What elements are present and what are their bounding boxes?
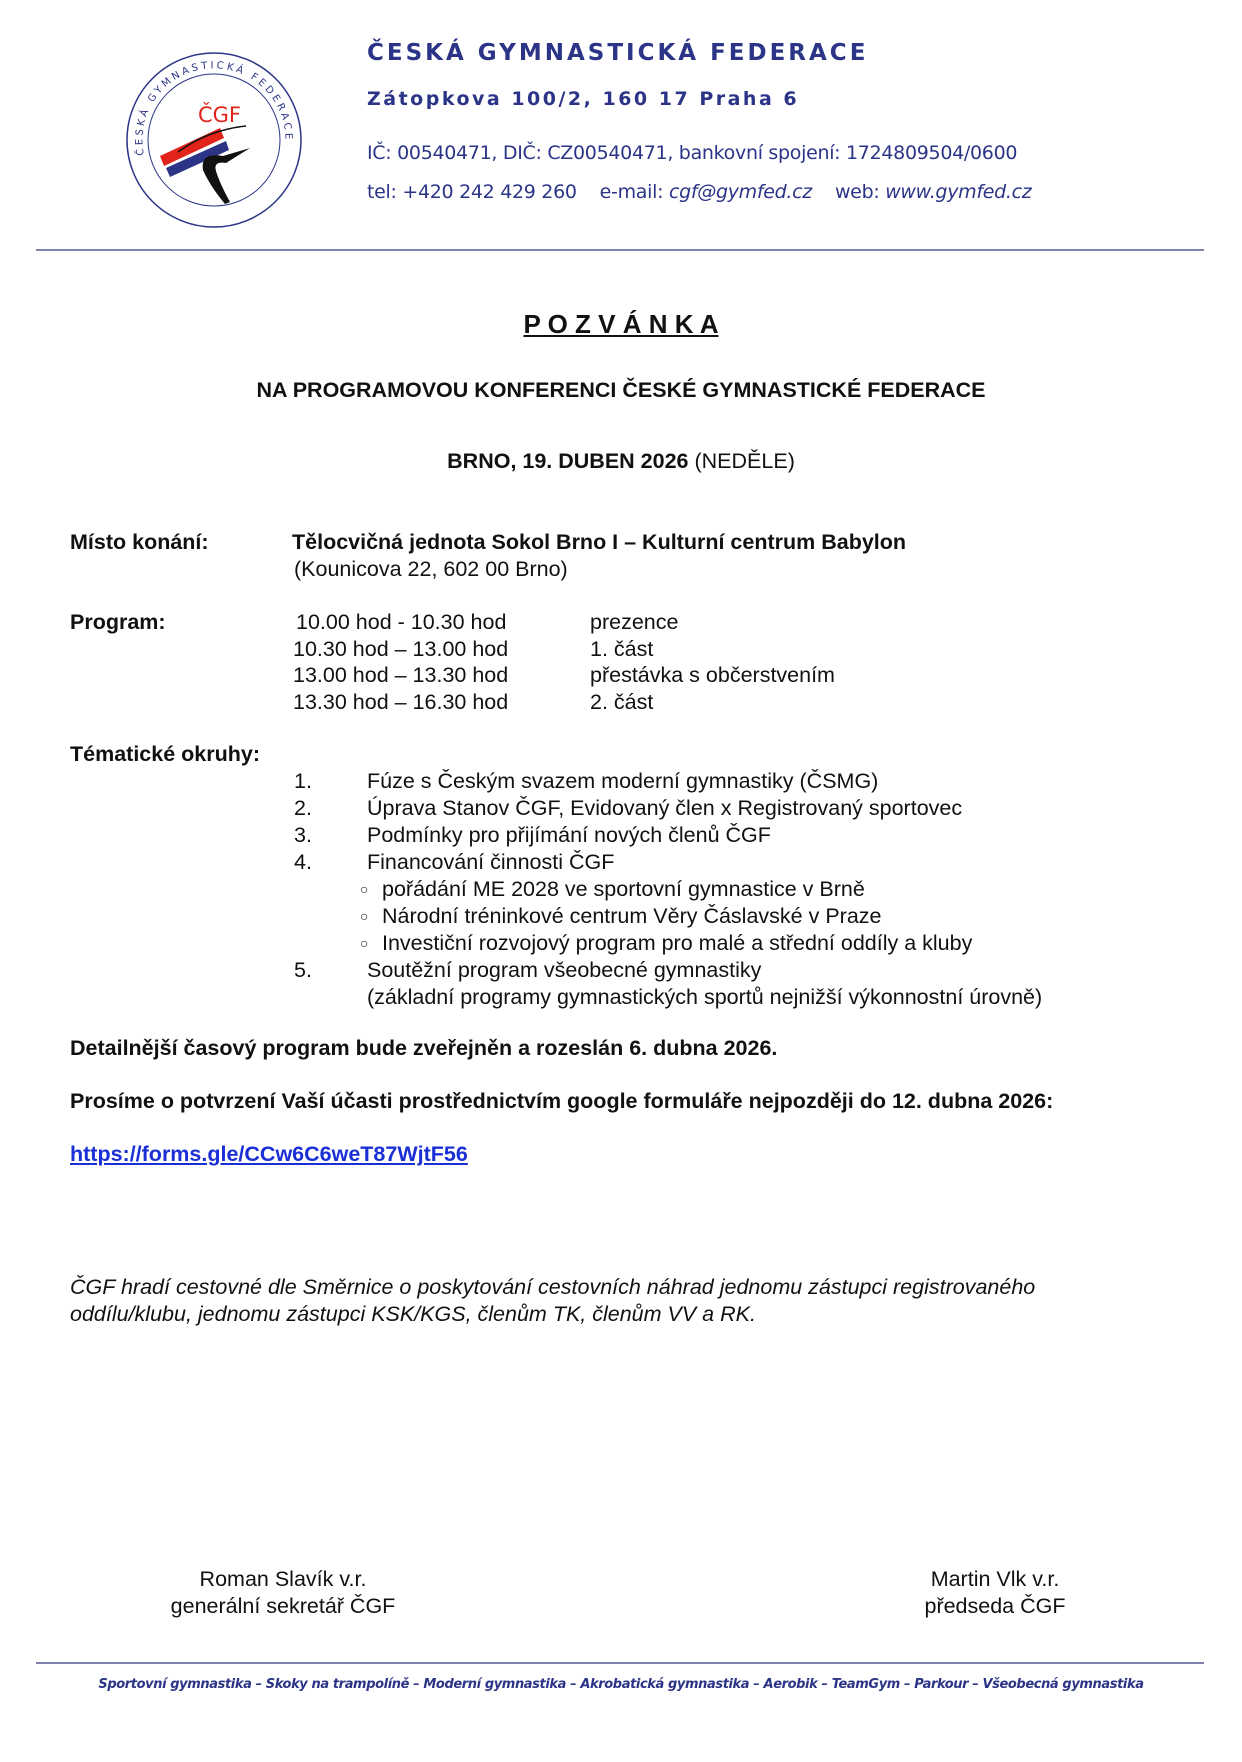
signature-name-1: Roman Slavík v.r. [199,1567,367,1591]
program-time: 13.00 hod – 13.30 hod [293,663,509,687]
sub-bullet-icon: ○ [360,908,369,924]
org-tel: tel: +420 242 429 260 [367,181,577,203]
program-item: přestávka s občerstvením [590,663,835,687]
venue-address: (Kounicova 22, 602 00 Brno) [294,557,568,581]
org-address: Zátopkova 100/2, 160 17 Praha 6 [367,88,800,110]
sub-bullet-icon: ○ [360,881,369,897]
page-subtitle: NA PROGRAMOVOU KONFERENCI ČESKÉ GYMNASTICKÉ FEDERACE [256,378,986,402]
topics-label: Tématické okruhy: [70,742,260,766]
email-link[interactable]: cgf@gymfed.cz [668,181,812,203]
svg-text:ČESKÁ GYMNASTICKÁ FEDERACE: ČESKÁ GYMNASTICKÁ FEDERACE [134,60,294,157]
topic-number: 1. [294,769,312,793]
topic-text: Úprava Stanov ČGF, Evidovaný člen x Registrovaný sportovec [367,796,963,820]
svg-text:ČGF: ČGF [198,103,242,127]
travel-note-line1: ČGF hradí cestovné dle Směrnice o poskytování cestovních náhrad jednomu zástupci registrovaného [70,1275,1036,1299]
topic-text: Financování činnosti ČGF [367,850,615,874]
program-time: 10.30 hod – 13.00 hod [293,636,509,661]
web-label: web: [834,181,880,203]
topic-number: 5. [294,958,312,982]
program-time: 13.30 hod – 16.30 hod [293,689,509,714]
topic-note: (základní programy gymnastických sportů nejnižší výkonnostní úrovně) [367,985,1043,1009]
org-ids: IČ: 00540471, DIČ: CZ00540471, bankovní spojení: 1724809504/0600 [367,142,1018,164]
cgf-logo [124,50,304,230]
page-title: P O Z V Á N K A [523,309,719,339]
web-link[interactable]: www.gymfed.cz [885,181,1032,203]
topic-number: 4. [294,850,312,874]
event-date-bold: BRNO, 19. DUBEN 2026 [447,449,689,473]
topic-subitem: Národní tréninkové centrum Věry Čáslavské v Praze [382,904,882,928]
email-label: e-mail: [599,181,664,203]
signature-name-2: Martin Vlk v.r. [930,1567,1060,1591]
org-name: ČESKÁ GYMNASTICKÁ FEDERACE [367,40,869,66]
header-divider [36,249,1204,251]
travel-note-line2: oddílu/klubu, jednomu zástupci KSK/KGS, členům TK, členům VV a RK. [70,1302,756,1326]
org-contacts [367,179,1031,205]
confirm-notice: Prosíme o potvrzení Vaší účasti prostřednictvím google formuláře nejpozději do 12. dubna 2026: [70,1089,1054,1113]
form-link[interactable]: https://forms.gle/CCw6C6weT87WjtF56 [70,1142,468,1166]
program-item: prezence [590,610,679,634]
program-time: 10.00 hod - 10.30 hod [296,610,507,634]
schedule-notice: Detailnější časový program bude zveřejněn a rozeslán 6. dubna 2026. [70,1036,778,1060]
topic-subitem: Investiční rozvojový program pro malé a střední oddíly a kluby [382,931,973,955]
program-item: 2. část [590,689,654,714]
venue-name: Tělocvičná jednota Sokol Brno I – Kulturní centrum Babylon [292,530,907,554]
program-item: 1. část [590,636,654,661]
event-day: (NEDĚLE) [694,449,795,473]
sub-bullet-icon: ○ [360,935,369,951]
topic-subitem: pořádání ME 2028 ve sportovní gymnastice v Brně [382,877,865,901]
footer-divider [36,1662,1204,1664]
signature-role-1: generální sekretář ČGF [170,1594,396,1618]
event-date [0,448,1242,474]
venue-label: Místo konání: [70,530,209,554]
topic-text: Fúze s Českým svazem moderní gymnastiky (ČSMG) [367,769,879,793]
topic-number: 3. [294,823,312,847]
topic-number: 2. [294,796,312,820]
topic-text: Soutěžní program všeobecné gymnastiky [367,958,762,982]
topic-text: Podmínky pro přijímání nových členů ČGF [367,823,771,847]
program-label: Program: [70,610,166,634]
footer-disciplines: Sportovní gymnastika – Skoky na trampolíně – Moderní gymnastika – Akrobatická gymnastika – Aerobik – TeamGym – Parkour – Všeobecná gymnastika [98,1677,1144,1692]
signature-role-2: předseda ČGF [924,1594,1066,1618]
